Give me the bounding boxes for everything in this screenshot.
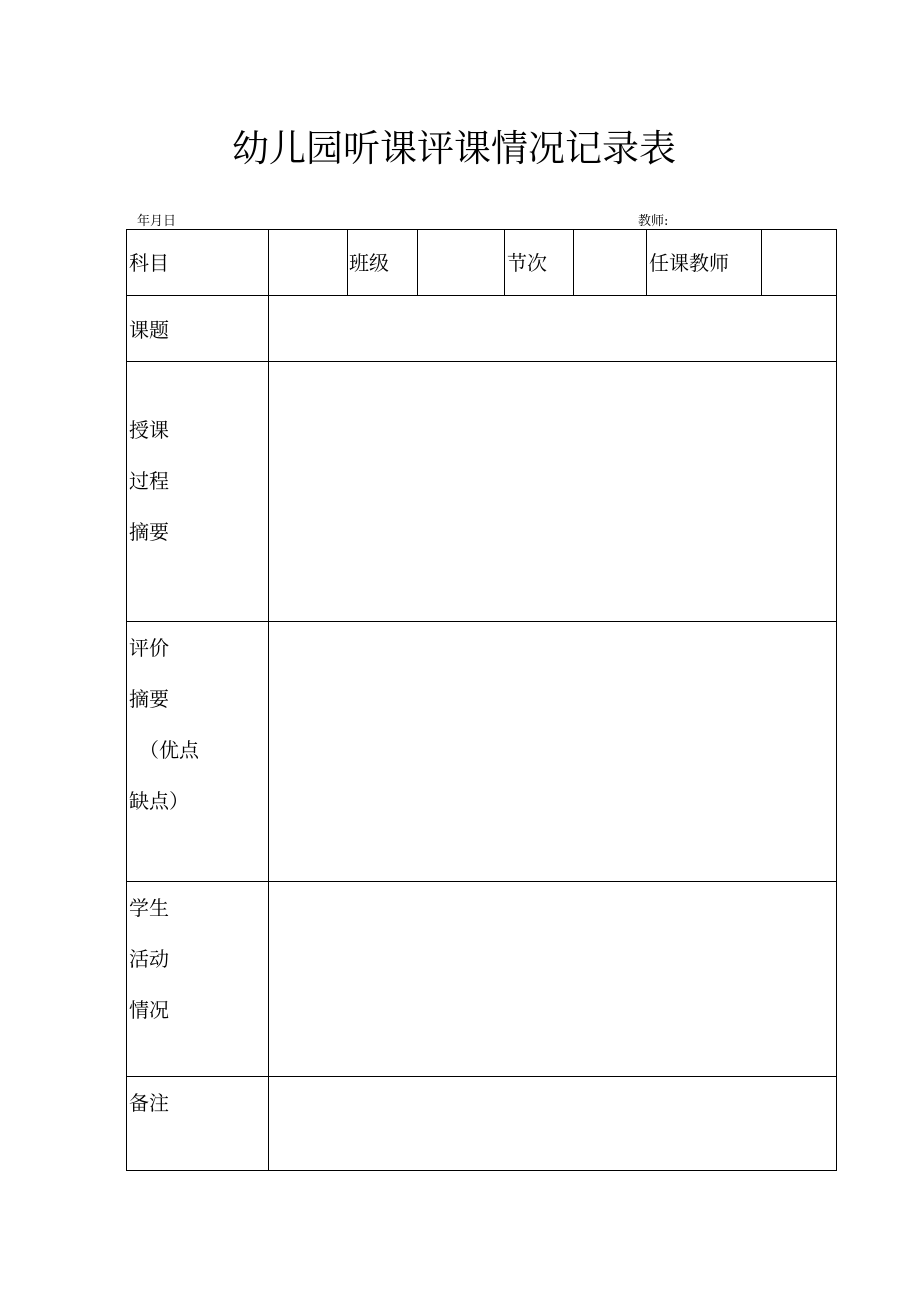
topic-label: 课题 bbox=[129, 318, 169, 342]
student-activity-label bbox=[129, 898, 169, 1051]
remarks-value-cell[interactable] bbox=[269, 1077, 836, 1170]
student-activity-value-cell[interactable] bbox=[269, 882, 836, 1076]
class-label: 班级 bbox=[349, 251, 389, 275]
lesson-process-line-2: 过程 bbox=[129, 469, 169, 493]
lesson-process-line-3: 摘要 bbox=[129, 520, 169, 544]
lesson-process-line-1: 授课 bbox=[129, 418, 169, 442]
date-label: 年月日 bbox=[137, 214, 177, 229]
instructor-label: 任课教师 bbox=[649, 251, 729, 275]
period-label: 节次 bbox=[507, 251, 547, 275]
header-divider-1 bbox=[347, 229, 348, 295]
period-value-cell[interactable] bbox=[574, 230, 646, 295]
topic-value-cell[interactable] bbox=[269, 296, 836, 361]
lesson-process-label bbox=[129, 420, 169, 573]
remarks-label: 备注 bbox=[129, 1091, 169, 1115]
evaluation-value-cell[interactable] bbox=[269, 622, 836, 881]
evaluation-line-2: 摘要 bbox=[129, 687, 169, 711]
evaluation-line-1: 评价 bbox=[129, 636, 169, 660]
header-divider-3 bbox=[504, 229, 505, 295]
evaluation-label bbox=[129, 638, 199, 842]
header-divider-5 bbox=[646, 229, 647, 295]
subject-value-cell[interactable] bbox=[269, 230, 347, 295]
page-title: 幼儿园听课评课情况记录表 bbox=[232, 127, 676, 170]
lesson-process-value-cell[interactable] bbox=[269, 362, 836, 621]
student-activity-line-2: 活动 bbox=[129, 947, 169, 971]
student-activity-line-1: 学生 bbox=[129, 896, 169, 920]
evaluation-line-4: 缺点） bbox=[129, 789, 189, 813]
student-activity-line-3: 情况 bbox=[129, 998, 169, 1022]
subject-label: 科目 bbox=[129, 251, 169, 275]
teacher-label: 教师: bbox=[638, 214, 669, 229]
class-value-cell[interactable] bbox=[418, 230, 504, 295]
instructor-value-cell[interactable] bbox=[762, 230, 836, 295]
evaluation-line-3: （优点 bbox=[139, 738, 199, 762]
